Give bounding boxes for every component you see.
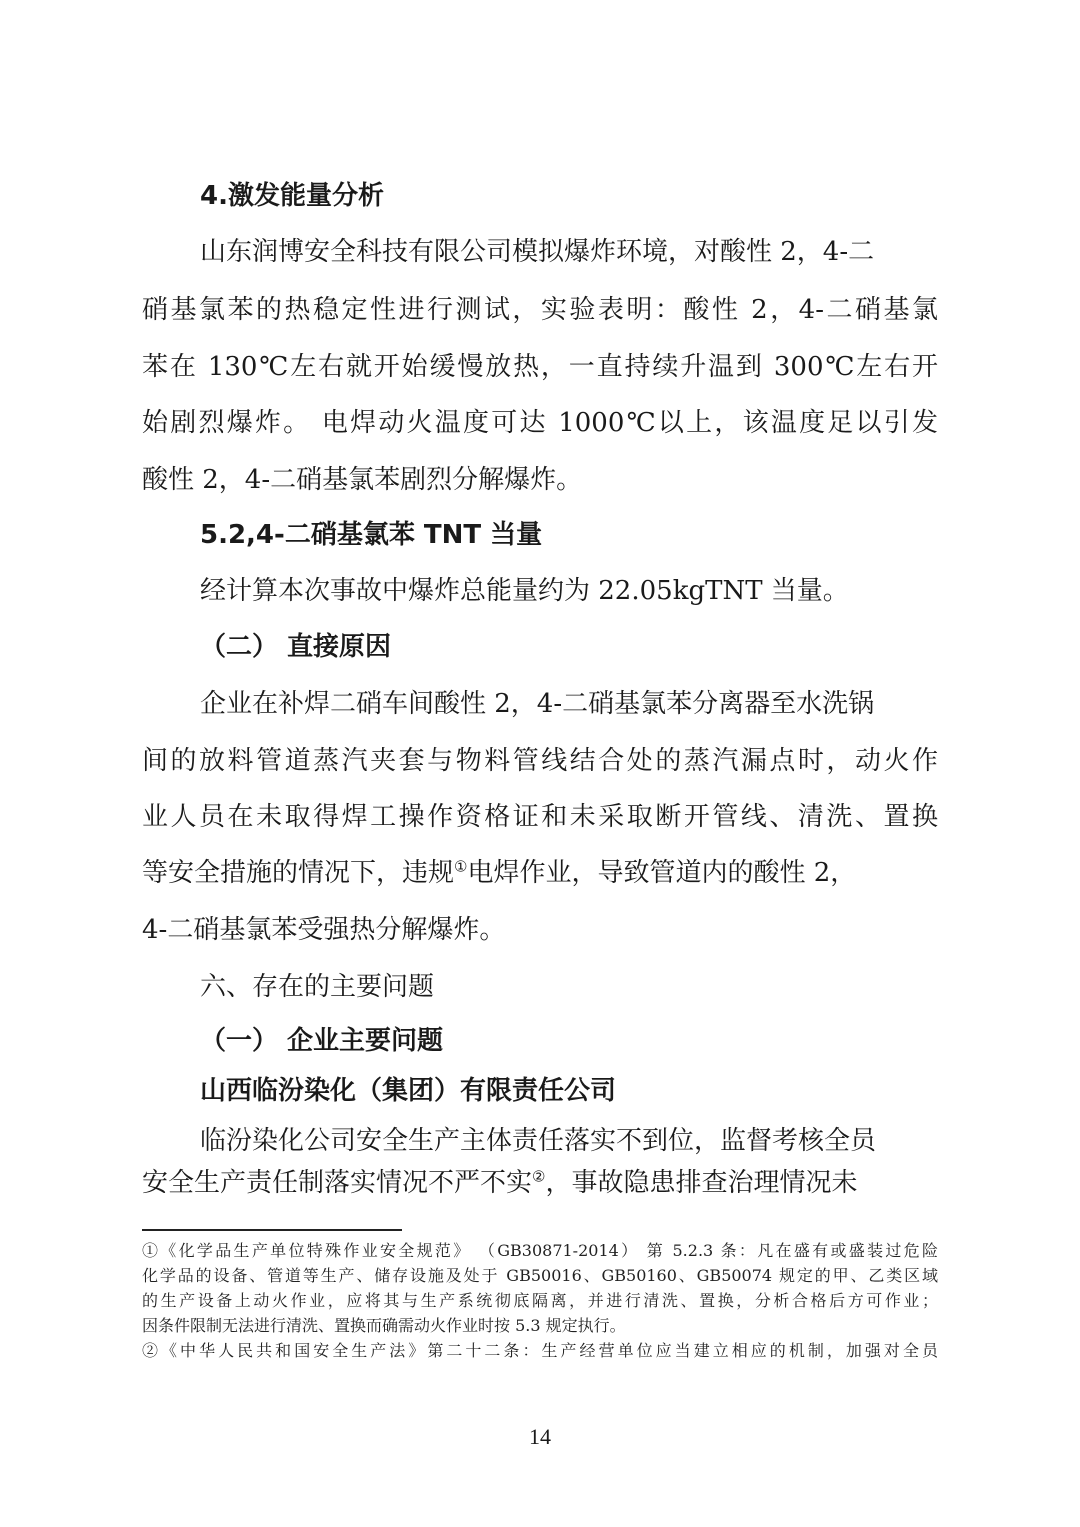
paragraph-line: 等安全措施的情况下，违规①电焊作业，导致管道内的酸性 2，	[142, 857, 857, 888]
footnote-separator	[142, 1229, 402, 1231]
paragraph-line: 安全生产责任制落实情况不严不实②，事故隐患排查治理情况未	[142, 1167, 858, 1198]
footnote-1-line: 的生产设备上动火作业，应将其与生产系统彻底隔离，并进行清洗、置换，分析合格后方可作业；	[142, 1291, 938, 1310]
paragraph-line: 硝基氯苯的热稳定性进行测试，实验表明：酸性 2，4-二硝基氯	[142, 295, 938, 325]
paragraph-line: 始剧烈爆炸。 电焊动火温度可达 1000℃以上，该温度足以引发	[142, 408, 938, 438]
section-heading-direct-cause: （二） 直接原因	[200, 632, 392, 662]
footnote-ref-1: ①	[454, 857, 468, 876]
paragraph-line: 酸性 2，4-二硝基氯苯剧烈分解爆炸。	[142, 465, 583, 495]
paragraph-line: 经计算本次事故中爆炸总能量约为 22.05kgTNT 当量。	[200, 576, 849, 606]
paragraph-line: 企业在补焊二硝车间酸性 2，4-二硝基氯苯分离器至水洗锅	[200, 689, 875, 719]
paragraph-line: 临汾染化公司安全生产主体责任落实不到位，监督考核全员	[200, 1126, 877, 1156]
section-heading-energy: 4.激发能量分析	[200, 181, 384, 211]
footnote-1-line: ①《化学品生产单位特殊作业安全规范》 （GB30871-2014） 第 5.2.3 条：凡在盛有或盛装过危险	[142, 1241, 938, 1260]
paragraph-line: 间的放料管道蒸汽夹套与物料管线结合处的蒸汽漏点时，动火作	[142, 746, 938, 776]
paragraph-line: 4-二硝基氯苯受强热分解爆炸。	[142, 915, 506, 945]
footnote-2-line: ②《中华人民共和国安全生产法》第二十二条：生产经营单位应当建立相应的机制，加强对全员	[142, 1341, 938, 1360]
section-heading-tnt: 5.2,4-二硝基氯苯 TNT 当量	[200, 520, 543, 550]
sub-heading-company-issues: （一） 企业主要问题	[200, 1026, 444, 1056]
paragraph-line: 苯在 130℃左右就开始缓慢放热，一直持续升温到 300℃左右开	[142, 352, 938, 382]
paragraph-line: 业人员在未取得焊工操作资格证和未采取断开管线、清洗、置换	[142, 802, 938, 832]
paragraph-line: 山东润博安全科技有限公司模拟爆炸环境，对酸性 2，4-二	[200, 237, 875, 267]
company-name-heading: 山西临汾染化（集团）有限责任公司	[200, 1076, 617, 1106]
page-number: 14	[529, 1424, 551, 1449]
footnote-1-line: 化学品的设备、管道等生产、储存设施及处于 GB50016、GB50160、GB50074 规定的甲、乙类区域	[142, 1266, 938, 1285]
footnote-1-line: 因条件限制无法进行清洗、置换而确需动火作业时按 5.3 规定执行。	[142, 1316, 626, 1335]
footnote-ref-2: ②	[532, 1167, 546, 1186]
chapter-heading: 六、存在的主要问题	[200, 972, 435, 1002]
